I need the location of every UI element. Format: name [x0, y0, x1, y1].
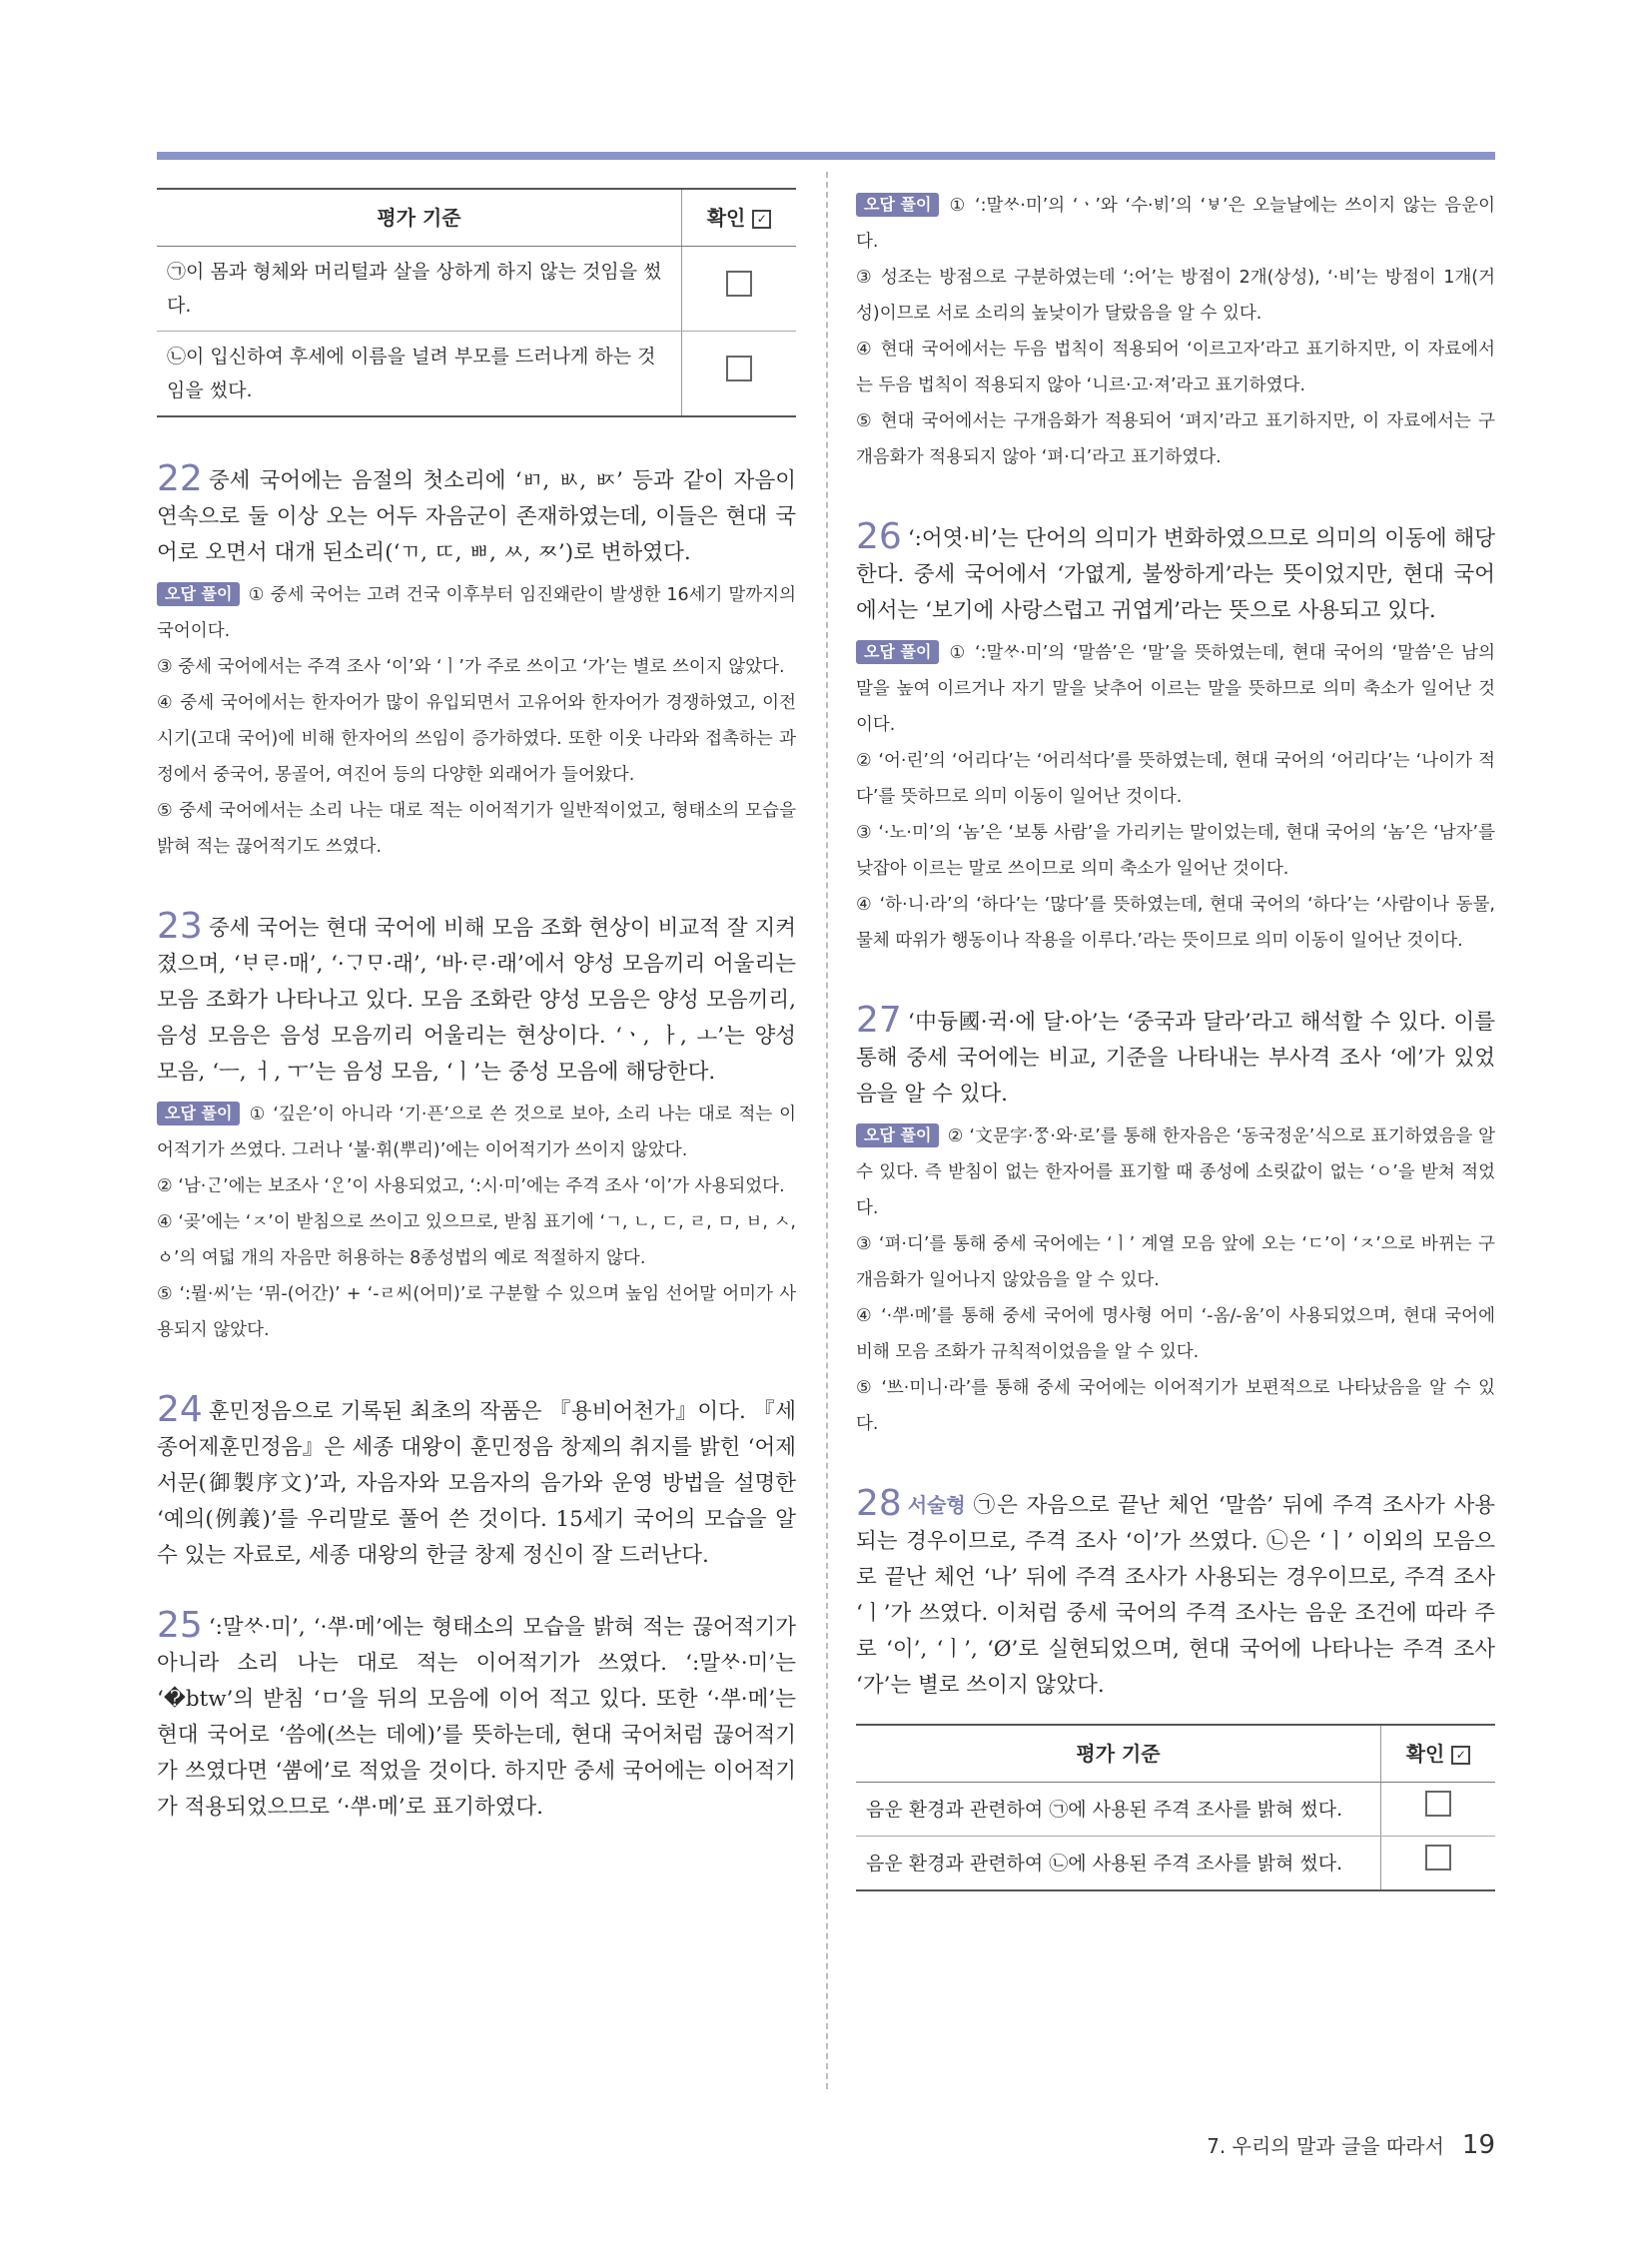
question-number: 24 [157, 1389, 203, 1430]
essay-tag: 서술형 [907, 1493, 966, 1517]
explanation-item: ④ ‘하·니·라’의 ‘하다’는 ‘많다’를 뜻하였는데, 현대 국어의 ‘하다’는 ‘사람이나 동물, 물체 따위가 행동이나 작용을 이루다.’라는 뜻이므로 의미 이동이 일어난 것이다. [856, 895, 1495, 951]
check-box[interactable] [726, 271, 752, 297]
explanation-item: ④ ‘곶’에는 ‘ㅈ’이 받침으로 쓰이고 있으므로, 받침 표기에 ‘ㄱ, ㄴ, ㄷ, ㄹ, ㅁ, ㅂ, ㅅ, ㆁ’의 여덟 개의 자음만 허용하는 8종성법의 예로 적절하지 않다. [157, 1212, 796, 1268]
explanation-item: ④ ‘·ᄲᅮ·메’를 통해 중세 국어에 명사형 어미 ‘-옴/-움’이 사용되었으며, 현대 국어에 비해 모음 조화가 규칙적이었음을 알 수 있다. [856, 1306, 1495, 1362]
explanation-item: ③ ‘펴·디’를 통해 중세 국어에는 ‘ㅣ’ 계열 모음 앞에 오는 ‘ㄷ’이 ‘ㅈ’으로 바뀌는 구개음화가 일어나지 않았음을 알 수 있다. [856, 1234, 1495, 1290]
wrong-answer-tag: 오답 풀이 [157, 1102, 240, 1125]
wrong-answer-tag: 오답 풀이 [157, 582, 240, 606]
answer-23 [157, 906, 796, 1348]
explanation-item: ④ 현대 국어에서는 두음 법칙이 적용되어 ‘이르고자’라고 표기하지만, 이 자료에서는 두음 법칙이 적용되지 않아 ‘니르·고·져’라고 표기하였다. [856, 340, 1495, 395]
answer-text: 중세 국어에는 음절의 첫소리에 ‘ㅲ, ㅄ, ㅶ’ 등과 같이 자음이 연속으로 둘 이상 오는 어두 자음군이 존재하였는데, 이들은 현대 국어로 오면서 대개 된소리(‘ㄲ, ㄸ, ㅃ, ㅆ, ㅉ’)로 변하였다. [157, 468, 796, 565]
wrong-answer-tag: 오답 풀이 [856, 193, 939, 217]
left-column [157, 188, 796, 1832]
criteria-header: 평가 기준 [157, 189, 682, 247]
answer-22 [157, 458, 796, 865]
criteria-header: 평가 기준 [856, 1725, 1381, 1783]
check-box[interactable] [1425, 1791, 1451, 1817]
wrong-answer-tag: 오답 풀이 [856, 640, 939, 664]
criteria-cell: 음운 환경과 관련하여 ㉡에 사용된 주격 조사를 밝혀 썼다. [856, 1837, 1381, 1891]
table-row [856, 1837, 1495, 1891]
top-rule [157, 152, 1495, 160]
checkbox-icon: ✓ [752, 210, 771, 229]
explanation-item: ③ ‘·노·미’의 ‘놈’은 ‘보통 사람’을 가리키는 말이었는데, 현대 국어의 ‘놈’은 ‘남자’를 낮잡아 이르는 말로 쓰이므로 의미 축소가 일어난 것이다. [856, 823, 1495, 879]
column-divider [826, 172, 828, 2089]
answer-24 [157, 1389, 796, 1574]
right-column [856, 188, 1495, 1891]
explanation-item: ② ‘남·ᄀᆞᆫ’에는 보조사 ‘ᄋᆞᆫ’이 사용되었고, ‘:시·미’에는 주격 조사 ‘이’가 사용되었다. [157, 1176, 785, 1196]
answer-text: ‘:말ᄊᆞ·미’, ‘·ᄲᅮ·메’에는 형태소의 모습을 밝혀 적는 끊어적기가 아니라 소리 나는 대로 적는 이어적기가 쓰였다. ‘:말ᄊᆞ·미’는 ‘�btw’의 받침 ‘ㅁ’을 뒤의 모음에 이어 적고 있다. 또한 ‘·ᄲᅮ·메’는 현대 국어로 ‘씀에(쓰는 데에)’를 뜻하는데, 현대 국어처럼 끊어적기가 쓰였다면 ‘ᄲᅮᆷ에’로 적었을 것이다. 하지만 중세 국어에는 이어적기가 적용되었으므로 ‘·ᄲᅮ·메’로 표기하였다. [157, 1615, 796, 1820]
answer-26 [856, 516, 1495, 959]
explanation-item: ① 중세 국어는 고려 건국 이후부터 임진왜란이 발생한 16세기 말까지의 국어이다. [157, 585, 796, 641]
evaluation-table-1 [157, 188, 796, 417]
explanation-item: ① ‘깊은’이 아니라 ‘기·픈’으로 쓴 것으로 보아, 소리 나는 대로 적는 이어적기가 쓰였다. 그러나 ‘불·휘(뿌리)’에는 이어적기가 쓰이지 않았다. [157, 1105, 796, 1160]
answer-25-explanations [856, 188, 1495, 475]
answer-text: ㉠은 자음으로 끝난 체언 ‘말씀’ 뒤에 주격 조사가 사용되는 경우이므로, 주격 조사 ‘이’가 쓰였다. ㉡은 ‘ㅣ’ 이외의 모음으로 끝난 체언 ‘나’ 뒤에 주격 조사가 사용되는 경우이므로, 주격 조사 ‘ㅣ’가 쓰였다. 이처럼 중세 국어의 주격 조사는 음운 조건에 따라 주로 ‘이’, ‘ㅣ’, ‘Ø’로 실현되었으며, 현대 국어에 나타나는 주격 조사 ‘가’는 별로 쓰이지 않았다. [856, 1493, 1495, 1698]
check-header: 확인 ✓ [682, 189, 797, 247]
answer-text: 중세 국어는 현대 국어에 비해 모음 조화 현상이 비교적 잘 지켜졌으며, ‘ᄇᆞᄅᆞ·매’, ‘·ᄀᆞᄆᆞ·래’, ‘바·ᄅᆞ·래’에서 양성 모음끼리 어울리는 모음 조화가 나타나고 있다. 모음 조화란 양성 모음은 양성 모음끼리, 음성 모음은 음성 모음끼리 어울리는 현상이다. ‘ㆍ, ㅏ, ㅗ’는 양성 모음, ‘ㅡ, ㅓ, ㅜ’는 음성 모음, ‘ㅣ’는 중성 모음에 해당한다. [157, 916, 796, 1085]
evaluation-table-2 [856, 1724, 1495, 1891]
criteria-cell: 음운 환경과 관련하여 ㉠에 사용된 주격 조사를 밝혀 썼다. [856, 1783, 1381, 1837]
check-header: 확인 ✓ [1381, 1725, 1496, 1783]
chapter-title: 7. 우리의 말과 글을 따라서 [1207, 2134, 1444, 2158]
page-number: 19 [1461, 2130, 1495, 2160]
answer-25 [157, 1605, 796, 1826]
explanation-item: ③ 성조는 방점으로 구분하였는데 ‘:어’는 방점이 2개(상성), ‘·비’는 방점이 1개(거성)이므로 서로 소리의 높낮이가 달랐음을 알 수 있다. [856, 268, 1495, 324]
answer-text: ‘中듕國·귁·에 달·아’는 ‘중국과 달라’라고 해석할 수 있다. 이를 통해 중세 국어에는 비교, 기준을 나타내는 부사격 조사 ‘에’가 있었음을 알 수 있다. [856, 1010, 1495, 1107]
explanation-item: ⑤ 현대 국어에서는 구개음화가 적용되어 ‘펴지’라고 표기하지만, 이 자료에서는 구개음화가 적용되지 않아 ‘펴·디’라고 표기하였다. [856, 411, 1495, 467]
table-row [856, 1783, 1495, 1837]
question-number: 28 [856, 1483, 902, 1524]
explanation-item: ⑤ ‘:뮐·씨’는 ‘뮈-(어간)’ + ‘-ㄹ씨(어미)’로 구분할 수 있으며 높임 선어말 어미가 사용되지 않았다. [157, 1284, 796, 1340]
wrong-answer-tag: 오답 풀이 [856, 1123, 939, 1147]
question-number: 26 [856, 516, 902, 557]
page-footer [1207, 2130, 1495, 2160]
check-box[interactable] [1425, 1845, 1451, 1870]
explanation-item: ② ‘어·린’의 ‘어리다’는 ‘어리석다’를 뜻하였는데, 현대 국어의 ‘어리다’는 ‘나이가 적다’를 뜻하므로 의미 이동이 일어난 것이다. [856, 751, 1495, 807]
question-number: 25 [157, 1605, 203, 1646]
answer-text: 훈민정음으로 기록된 최초의 작품은 『용비어천가』이다. 『세종어제훈민정음』은 세종 대왕이 훈민정음 창제의 취지를 밝힌 ‘어제 서문(御製序文)’과, 자음자와 모음자의 음가와 운영 방법을 설명한 ‘예의(例義)’를 우리말로 풀어 쓴 것이다. 15세기 국어의 모습을 알 수 있는 자료로, 세종 대왕의 한글 창제 정신이 잘 드러난다. [157, 1399, 796, 1568]
question-number: 22 [157, 458, 203, 499]
criteria-cell: ㉠이 몸과 형체와 머리털과 살을 상하게 하지 않는 것임을 썼다. [157, 247, 682, 332]
explanation-item: ① ‘:말ᄊᆞ·미’의 ‘ㆍ’와 ‘수·ᄫᅵ’의 ‘ㅸ’은 오늘날에는 쓰이지 않는 음운이다. [856, 196, 1495, 252]
answer-text: ‘:어엿·비’는 단어의 의미가 변화하였으므로 의미의 이동에 해당한다. 중세 국어에서 ‘가엾게, 불쌍하게’라는 뜻이었지만, 현대 국어에서는 ‘보기에 사랑스럽고 귀엽게’라는 뜻으로 사용되고 있다. [856, 526, 1495, 623]
question-number: 27 [856, 1000, 902, 1041]
check-box[interactable] [726, 356, 752, 381]
table-row [157, 247, 796, 332]
explanation-item: ② ‘文문字·ᄍᆞᆼ·와·로’를 통해 한자음은 ‘동국정운’식으로 표기하였음을 알 수 있다. 즉 받침이 없는 한자어를 표기할 때 종성에 소릿값이 없는 ‘ㅇ’을 받쳐 적었다. [856, 1126, 1495, 1218]
explanation-item: ④ 중세 국어에서는 한자어가 많이 유입되면서 고유어와 한자어가 경쟁하였고, 이전 시기(고대 국어)에 비해 한자어의 쓰임이 증가하였다. 또한 이웃 나라와 접촉하는 과정에서 중국어, 몽골어, 여진어 등의 다양한 외래어가 들어왔다. [157, 693, 796, 785]
explanation-item: ⑤ ‘ᄡᅳ·미니·라’를 통해 중세 국어에는 이어적기가 보편적으로 나타났음을 알 수 있다. [856, 1378, 1495, 1434]
table-row [157, 332, 796, 417]
answer-28 [856, 1483, 1495, 1704]
checkbox-icon: ✓ [1451, 1746, 1470, 1765]
answer-27 [856, 1000, 1495, 1442]
question-number: 23 [157, 906, 203, 947]
explanation-item: ⑤ 중세 국어에서는 소리 나는 대로 적는 이어적기가 일반적이었고, 형태소의 모습을 밝혀 적는 끊어적기도 쓰였다. [157, 801, 796, 857]
explanation-item: ③ 중세 국어에서는 주격 조사 ‘이’와 ‘ㅣ’가 주로 쓰이고 ‘가’는 별로 쓰이지 않았다. [157, 657, 785, 677]
explanation-item: ① ‘:말ᄊᆞ·미’의 ‘말씀’은 ‘말’을 뜻하였는데, 현대 국어의 ‘말씀’은 남의 말을 높여 이르거나 자기 말을 낮추어 이르는 말을 뜻하므로 의미 축소가 일어난 것이다. [856, 643, 1495, 735]
criteria-cell: ㉡이 입신하여 후세에 이름을 널려 부모를 드러나게 하는 것임을 썼다. [157, 332, 682, 417]
